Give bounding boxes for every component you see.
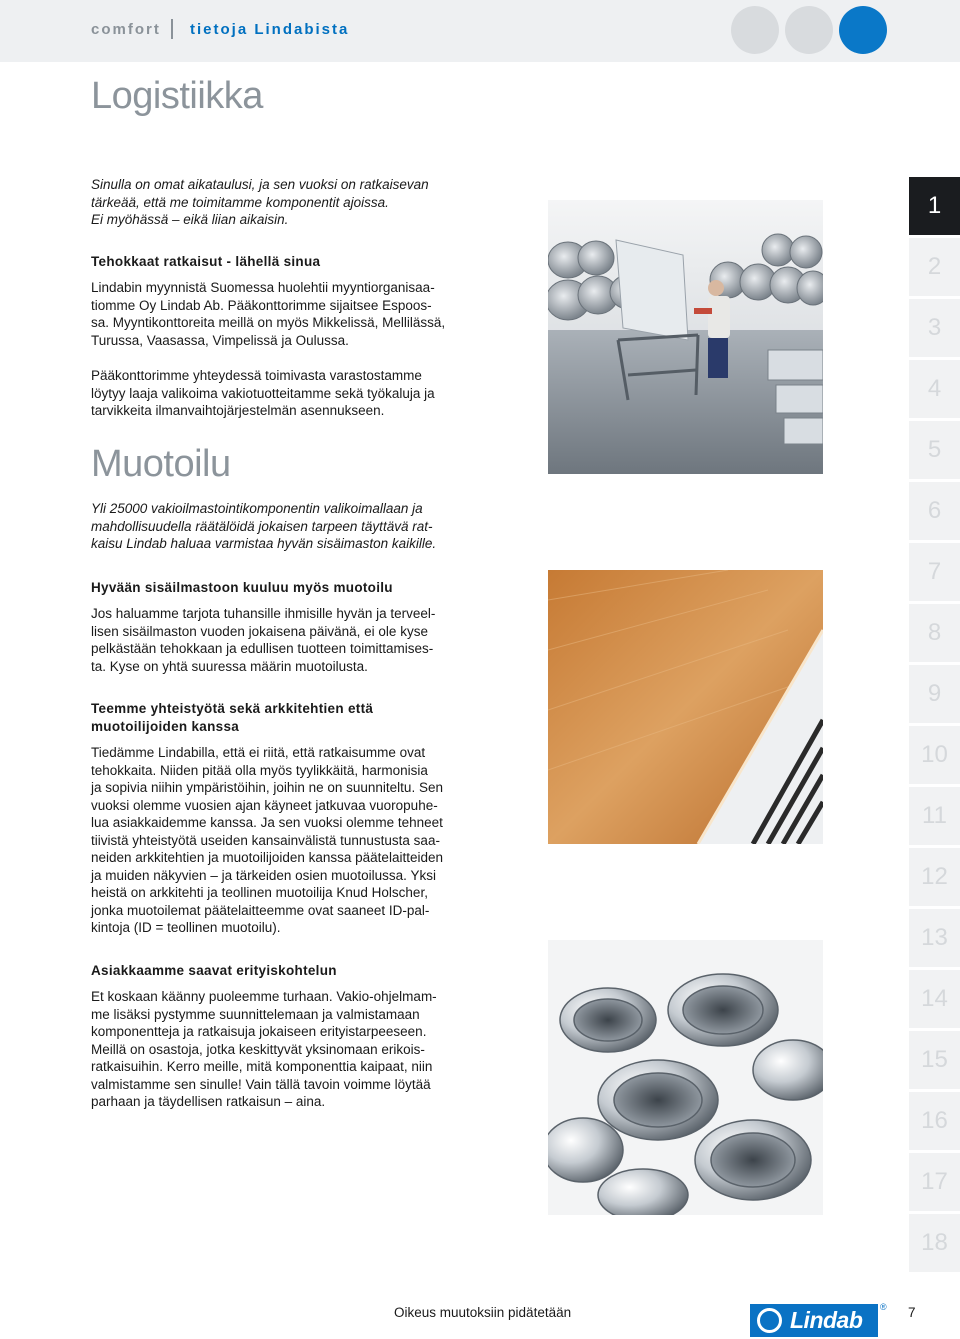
text-line: Meillä on osastoja, jotka keskittyvät yksinomaan erikois- — [91, 1041, 425, 1057]
chapter-tab-13[interactable]: 13 — [909, 909, 960, 967]
text-line: löytyy laaja valikoima vakiotuotteitamme sekä työkaluja ja — [91, 385, 435, 401]
intro-line: mahdollisuudella räätälöidä jokaisen tarpeen täyttävä rat- — [91, 518, 433, 534]
breadcrumb-page: tietoja Lindabista — [190, 21, 350, 38]
text-line: ta. Kyse on yhtä suuressa määrin muotoilusta. — [91, 658, 368, 674]
text-line: Lindabin myynnistä Suomessa huolehtii myyntiorganisaa- — [91, 280, 435, 295]
chapter-tab-7[interactable]: 7 — [909, 543, 960, 601]
text-line: tiomme Oy Lindab Ab. Pääkonttorimme sijaitsee Espoos- — [91, 297, 432, 313]
heading-line: muotoilijoiden kanssa — [91, 719, 240, 734]
chapter-tab-6[interactable]: 6 — [909, 482, 960, 540]
chapter-tab-5[interactable]: 5 — [909, 421, 960, 479]
heading-cooperation — [91, 700, 451, 736]
breadcrumb-section: comfort — [91, 21, 161, 38]
text-line: Turussa, Vaasassa, Vimpelissä ja Oulussa. — [91, 332, 349, 348]
chapter-tab-18[interactable]: 18 — [909, 1214, 960, 1272]
heading-efficient-solutions: Tehokkaat ratkaisut - lähellä sinua — [91, 254, 321, 269]
chapter-tab-11[interactable]: 11 — [909, 787, 960, 845]
chapter-tab-17[interactable]: 17 — [909, 1153, 960, 1211]
text-line: valmistamme sen sinulle! Vain tällä tavoin voimme löytää — [91, 1076, 431, 1092]
logo-text: Lindab — [790, 1307, 863, 1333]
intro-line: tärkeää, että me toimitamme komponentit ajoissa. — [91, 194, 389, 210]
registered-mark: ® — [880, 1302, 887, 1312]
intro-design — [91, 500, 466, 553]
text-line: Et koskaan käänny puoleemme turhaan. Vakio-ohjelmam- — [91, 989, 437, 1004]
text-line: tehokkaita. Niiden pitää olla myös tyylikkäitä, harmonisia — [91, 762, 428, 778]
text-line: Tiedämme Lindabilla, että ei riitä, että ratkaisumme ovat — [91, 745, 426, 760]
text-line: sa. Myyntikonttoreita meillä on myös Mikkelissä, Mellilässä, — [91, 315, 446, 330]
text-line: parhaan ja täydellisen ratkaisun – aina. — [91, 1094, 326, 1109]
text-line: kintoja (ID = teollinen muotoilu). — [91, 920, 281, 935]
text-line: lisen sisäilmaston vuoden jokaisena päivänä, ei ole kyse — [91, 623, 428, 639]
chapter-tab-1[interactable]: 1 — [909, 177, 960, 235]
chapter-tab-3[interactable]: 3 — [909, 299, 960, 357]
chapter-tab-9[interactable]: 9 — [909, 665, 960, 723]
photo-warehouse-worker — [548, 200, 823, 474]
intro-line: kaisu Lindab haluaa varmistaa hyvän sisäimaston kaikille. — [91, 536, 437, 551]
header-dot-1 — [731, 6, 779, 54]
text-line: pelkästään tehokkaan ja edullisen tuotteen toimittamises- — [91, 641, 434, 656]
text-line: ja muiden näkyvien – ja tärkeiden osien muotoilussa. Yksi — [91, 867, 436, 883]
chapter-tab-4[interactable]: 4 — [909, 360, 960, 418]
text-line: me lisäksi pystymme suunnittelemaan ja valmistamaan — [91, 1006, 420, 1022]
intro-line: Yli 25000 vakioilmastointikomponentin valikoimallaan ja — [91, 501, 423, 516]
photo-ceiling-diffuser — [548, 570, 823, 844]
text-line: lua asiakkaidemme kanssa. Ja sen vuoksi olemme tehneet — [91, 815, 443, 830]
text-line: vuoksi olemme vuosien ajan käyneet jatkuvaa vuoropuhe- — [91, 797, 438, 813]
text-line: heistä on arkkitehti ja teollinen muotoilija Knud Holscher, — [91, 885, 428, 900]
logo-ring-icon — [757, 1308, 782, 1333]
breadcrumb-separator — [171, 19, 173, 39]
chapter-tab-15[interactable]: 15 — [909, 1031, 960, 1089]
heading-design-indoor-climate: Hyvään sisäilmastoon kuuluu myös muotoilu — [91, 580, 393, 595]
paragraph-cooperation — [91, 744, 466, 937]
title-logistics: Logistiikka — [91, 75, 263, 117]
chapter-tabs — [909, 177, 960, 1275]
chapter-tab-12[interactable]: 12 — [909, 848, 960, 906]
title-design: Muotoilu — [91, 443, 231, 485]
chapter-tab-16[interactable]: 16 — [909, 1092, 960, 1150]
text-line: tiivistä yhteistyötä useiden kansainvälistä tunnustusta saa- — [91, 832, 440, 848]
page-number: 7 — [908, 1305, 916, 1320]
paragraph-sales-offices — [91, 279, 466, 349]
heading-line: Teemme yhteistyötä sekä arkkitehtien että — [91, 701, 374, 716]
text-line: Jos haluamme tarjota tuhansille ihmisille hyvän ja terveel- — [91, 606, 436, 621]
header-dot-active — [839, 6, 887, 54]
text-line: Pääkonttorimme yhteydessä toimivasta varastostamme — [91, 368, 422, 383]
photo-duct-fittings — [548, 940, 823, 1215]
text-line: neiden arkkitehtien ja muotoilijoiden kanssa päätelaitteiden — [91, 850, 443, 865]
text-line: ja sopivia niihin ympäristöihin, joihin ne on suunniteltu. Sen — [91, 780, 443, 795]
chapter-tab-10[interactable]: 10 — [909, 726, 960, 784]
lindab-logo-icon — [750, 1304, 878, 1337]
chapter-tab-8[interactable]: 8 — [909, 604, 960, 662]
text-line: jonka muotoilemat päätelaitteemme ovat saaneet ID-pal- — [91, 902, 430, 918]
footer-disclaimer: Oikeus muutoksiin pidätetään — [394, 1305, 572, 1320]
paragraph-design — [91, 605, 466, 675]
paragraph-special-treatment — [91, 988, 466, 1111]
chapter-tab-2[interactable]: 2 — [909, 238, 960, 296]
paragraph-warehouse — [91, 367, 466, 420]
intro-line: Sinulla on omat aikataulusi, ja sen vuoksi on ratkaisevan — [91, 177, 429, 192]
text-line: ratkaisuihin. Kerro meille, mitä komponenttia kaipaat, niin — [91, 1059, 433, 1074]
page-header — [0, 0, 960, 62]
header-dot-2 — [785, 6, 833, 54]
heading-special-treatment: Asiakkaamme saavat erityiskohtelun — [91, 963, 337, 978]
intro-logistics — [91, 176, 466, 229]
text-line: komponentteja ja ratkaisuja jokaiseen erityistarpeeseen. — [91, 1024, 427, 1039]
chapter-tab-14[interactable]: 14 — [909, 970, 960, 1028]
intro-line: Ei myöhässä – eikä liian aikaisin. — [91, 212, 289, 227]
text-line: tarvikkeita ilmanvaihtojärjestelmän asennukseen. — [91, 403, 385, 418]
